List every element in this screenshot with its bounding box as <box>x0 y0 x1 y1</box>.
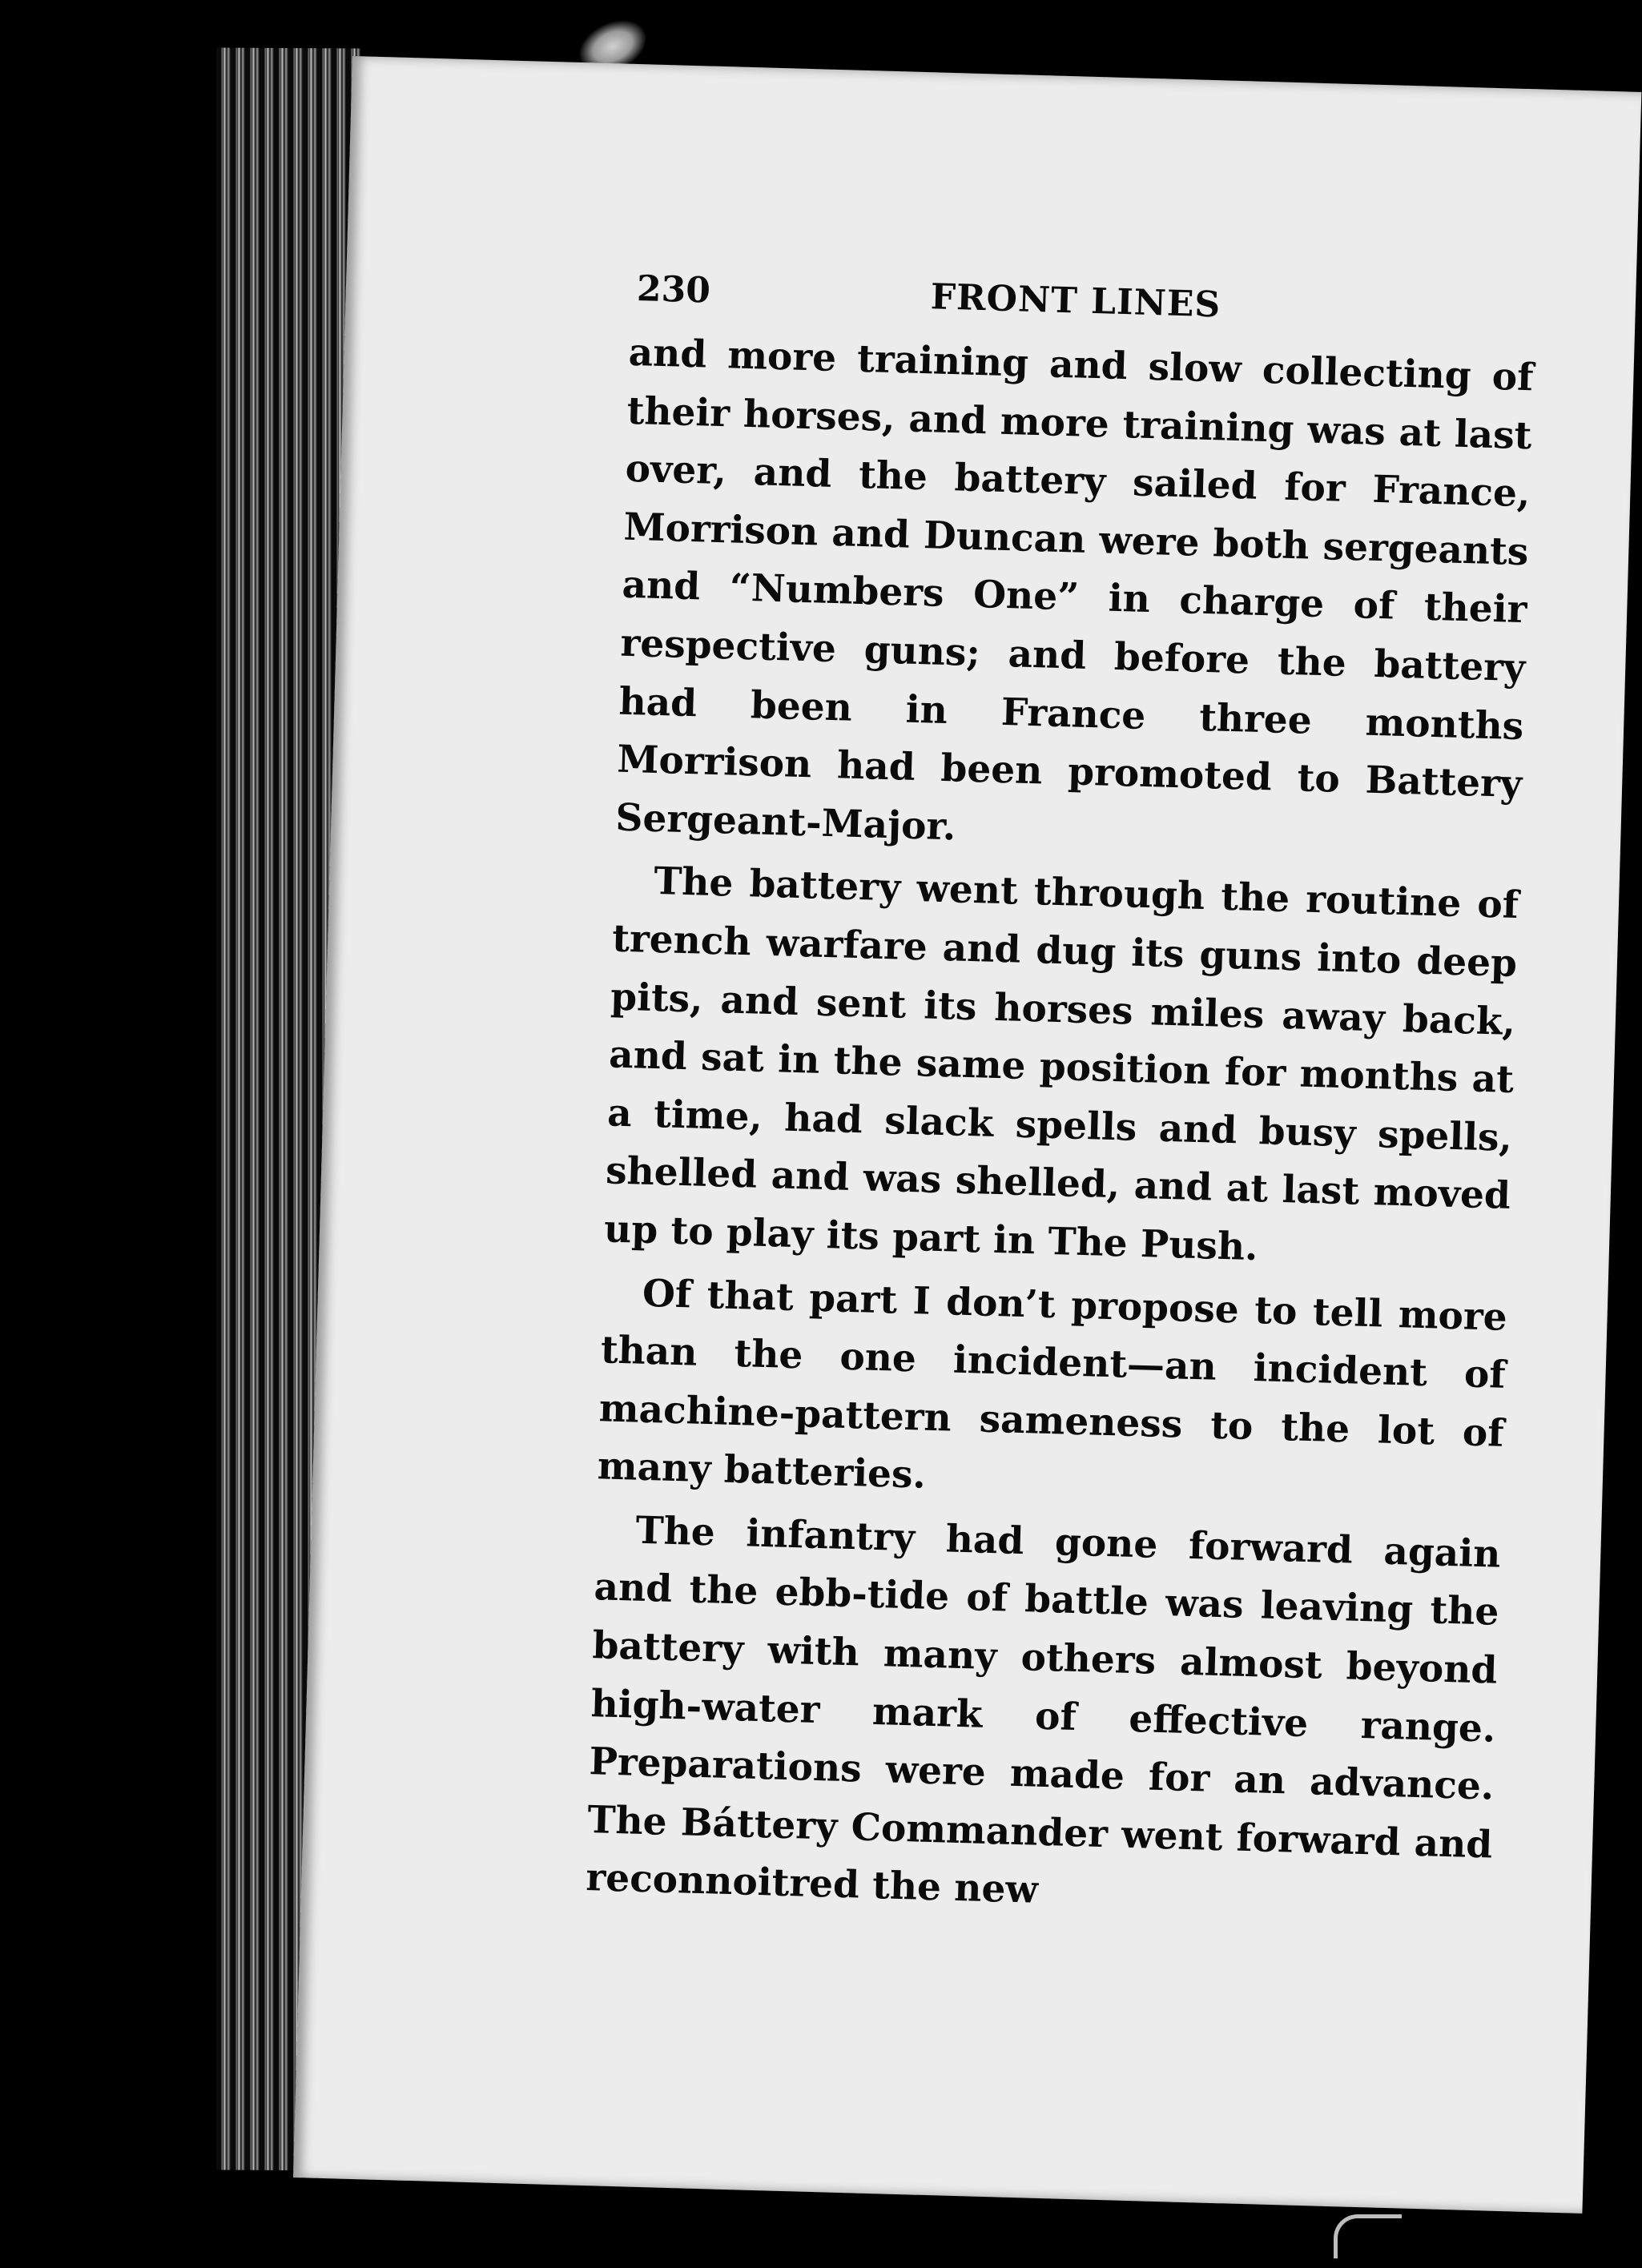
paragraph-1: and more training and slow collecting of their horses, and more training was at last over, and the battery sailed for France, Morrison and Duncan were both sergeants and “Numbers One” in charge of their respective guns; and before the battery had been in France three months Morrison had been promoted to Battery Sergeant-Major. <box>614 330 1535 850</box>
text-block <box>586 268 1536 1933</box>
running-title: FRONT LINES <box>930 276 1221 326</box>
page-number: 230 <box>636 268 711 312</box>
paragraph-4: The infantry had gone forward again and the ebb-tide of battle was leaving the battery with many others almost beyond high-water mark of effective range. Preparations were made for an advance. The Báttery Commander went forward and reconnoitred the new <box>585 1508 1502 1913</box>
paragraph-2: The battery went through the routine of trench warfare and dug its guns into deep pits, and sent its horses miles away back, and sat in the same position for months at a time, had slack spells and busy spells, shelled and was shelled, and at last moved up to play its part in The Push. <box>603 859 1519 1270</box>
paragraph-3: Of that part I don’t propose to tell more than the one incident—an incident of machine-pattern sameness to the lot of many batteries. <box>597 1271 1508 1498</box>
scan-speck <box>1334 2214 1402 2258</box>
book-page <box>293 56 1641 2214</box>
